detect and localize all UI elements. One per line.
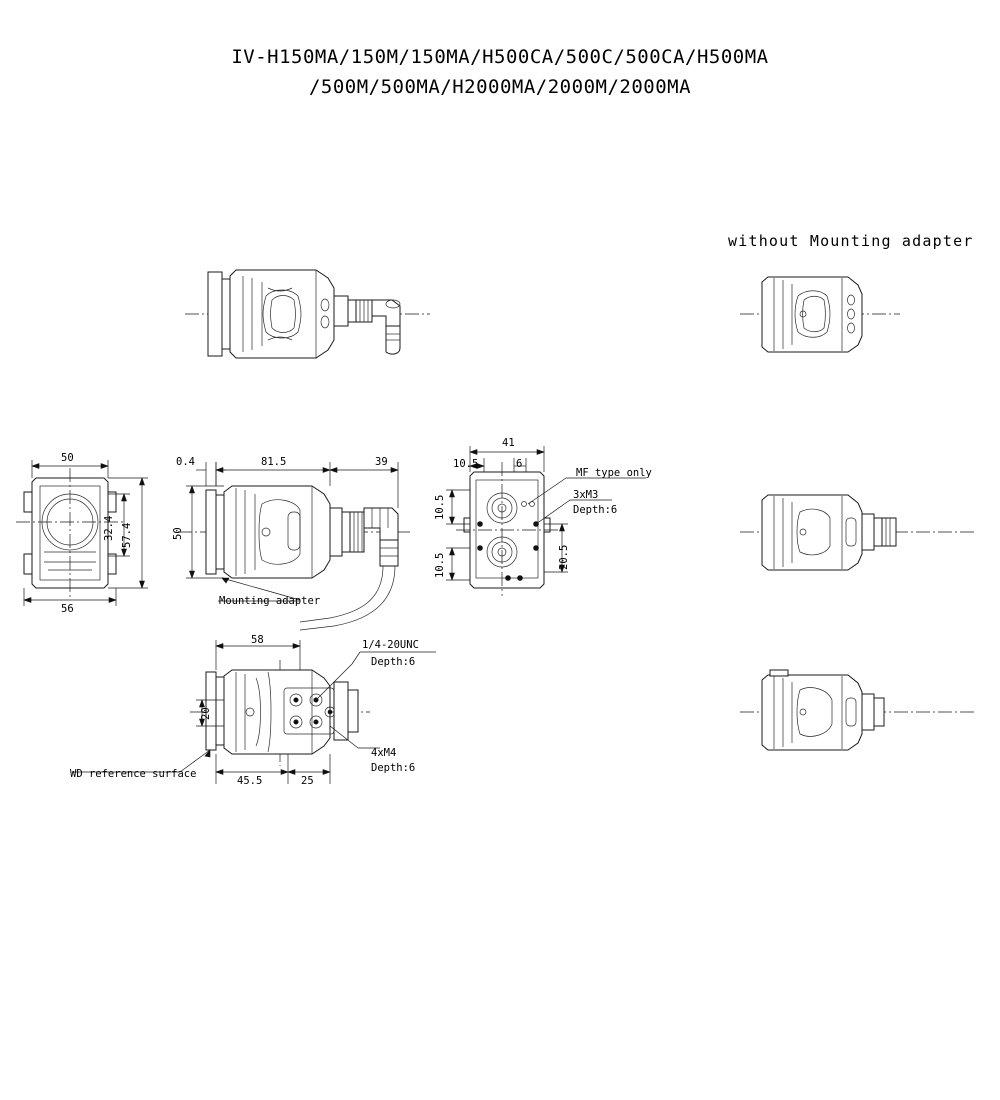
view-right-bottom-without-adapter	[740, 670, 975, 750]
label-mounting-adapter: Mounting adapter	[219, 595, 321, 607]
dim-rear-right-20-5: 20.5	[558, 544, 570, 570]
note-without-mounting-adapter: without Mounting adapter	[728, 232, 974, 250]
title-line-1: IV-H150MA/150M/150MA/H500CA/500C/500CA/H500MA	[231, 46, 769, 68]
dim-rear-10-5-top: 10.5	[453, 458, 479, 470]
dim-rear-left-10-5-upper: 10.5	[434, 494, 446, 520]
dim-top-20: 20	[200, 707, 212, 720]
dim-rear-41: 41	[502, 437, 515, 449]
view-right-top-without-adapter	[740, 277, 900, 352]
dim-front-height-32-4: 32.4	[103, 515, 115, 541]
label-unc-thread: 1/4-20UNC	[362, 639, 419, 651]
label-4xm4-depth: Depth:6	[371, 762, 416, 774]
view-right-middle-without-adapter	[740, 495, 975, 570]
view-top-isometric-with-adapter	[185, 270, 430, 358]
dim-rear-6: 6	[516, 458, 523, 470]
dim-top-25: 25	[301, 775, 314, 787]
dim-front-width-56: 56	[61, 603, 74, 615]
dim-front-height-57-4: 57.4	[121, 522, 133, 548]
dim-side-0-4: 0.4	[176, 456, 195, 468]
dim-rear-left-10-5-lower: 10.5	[434, 552, 446, 578]
label-unc-depth: Depth:6	[371, 656, 416, 668]
label-3xm3-depth: Depth:6	[573, 504, 618, 516]
dim-side-height-50: 50	[172, 527, 184, 540]
label-wd-reference-surface: WD reference surface	[70, 768, 197, 780]
label-3xm3: 3xM3	[573, 489, 599, 501]
label-mf-type-only: MF type only	[576, 467, 652, 479]
dim-top-58: 58	[251, 634, 264, 646]
dim-side-81-5: 81.5	[261, 456, 287, 468]
dim-front-width-50: 50	[61, 452, 74, 464]
dim-top-45-5: 45.5	[237, 775, 263, 787]
dim-side-39: 39	[375, 456, 388, 468]
label-4xm4: 4xM4	[371, 747, 397, 759]
title-line-2: /500M/500MA/H2000MA/2000M/2000MA	[308, 76, 692, 98]
